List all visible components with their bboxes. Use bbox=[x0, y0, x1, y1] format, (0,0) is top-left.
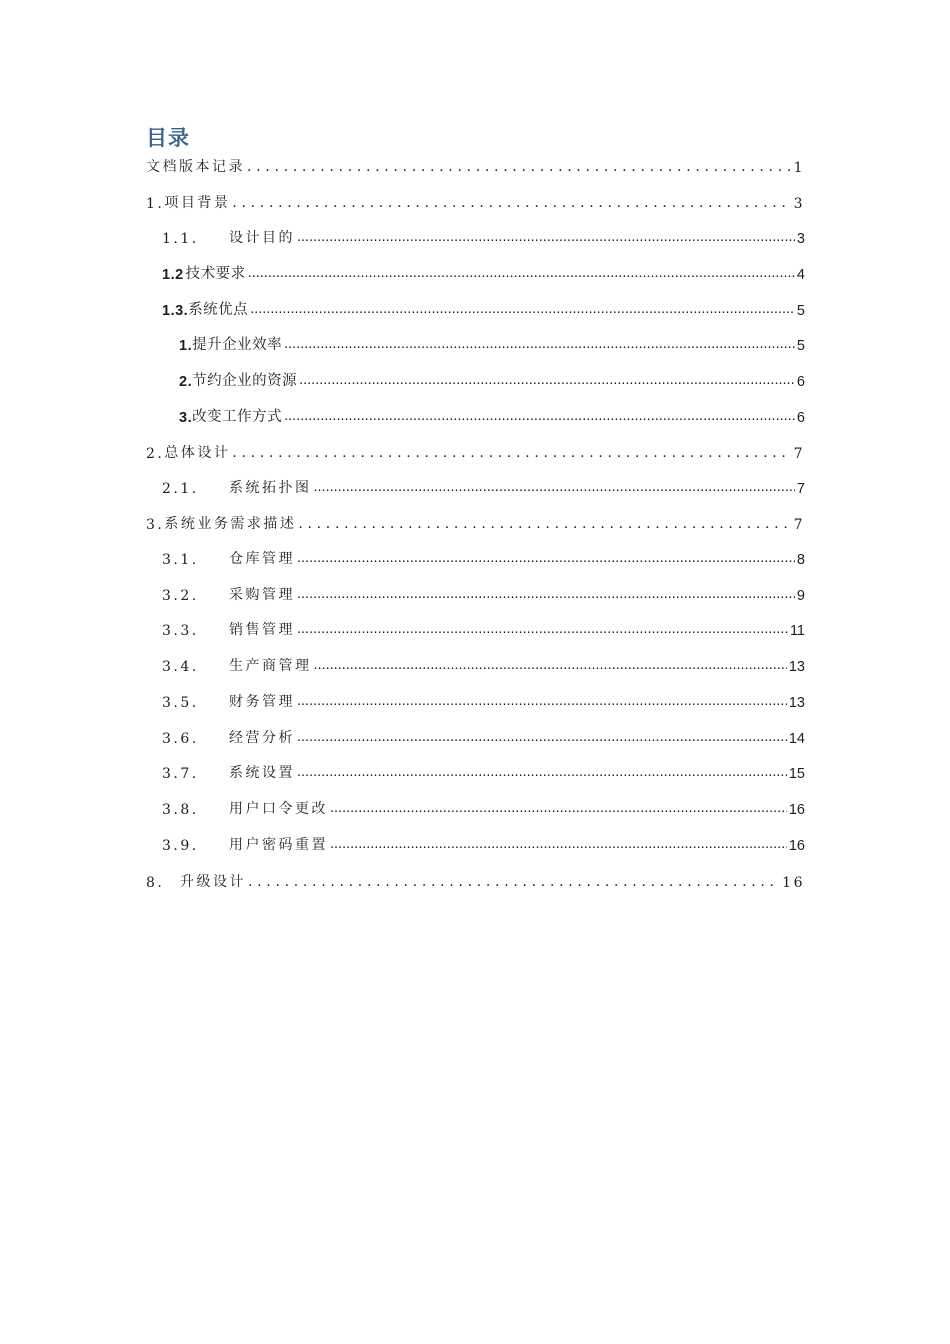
toc-entry-number: 3.5. bbox=[162, 695, 199, 711]
toc-entry-overall-design[interactable] bbox=[146, 440, 805, 462]
toc-entry-number: 2. bbox=[146, 446, 165, 462]
toc-entry-warehouse-management[interactable] bbox=[162, 546, 805, 568]
toc-entry-number: 1.2 bbox=[162, 267, 184, 283]
toc-leader bbox=[297, 693, 787, 711]
toc-entry-number: 3.8. bbox=[162, 802, 199, 818]
toc-entry-design-purpose[interactable] bbox=[162, 225, 805, 247]
toc-page-number: 9 bbox=[796, 588, 805, 604]
toc-entry-number: 2. bbox=[179, 374, 193, 390]
toc-entry-text: 升级设计 bbox=[180, 874, 246, 890]
toc-leader bbox=[232, 195, 791, 213]
toc-entry-text: 总体设计 bbox=[164, 445, 231, 461]
toc-entry-system-advantages[interactable] bbox=[162, 297, 805, 319]
toc-entry-number: 1. bbox=[146, 196, 165, 212]
toc-entry-doc-version-record[interactable] bbox=[146, 154, 805, 176]
toc-page-number: 16 bbox=[788, 802, 805, 818]
toc-entry-number: 3. bbox=[146, 517, 165, 533]
toc-leader bbox=[248, 874, 780, 892]
toc-entry-business-requirements[interactable] bbox=[146, 511, 805, 533]
toc-entry-manufacturer-management[interactable] bbox=[162, 653, 805, 675]
toc-leader bbox=[297, 764, 787, 782]
toc-page-number: 7 bbox=[796, 481, 805, 497]
toc-leader bbox=[298, 516, 791, 534]
toc-leader bbox=[248, 265, 795, 283]
toc-page-number: 3 bbox=[796, 231, 805, 247]
toc-page-number: 4 bbox=[796, 267, 805, 283]
toc-entry-number: 1. bbox=[179, 338, 193, 354]
toc-entry-number: 1.1. bbox=[162, 231, 199, 247]
toc-entry-text: 销售管理 bbox=[229, 622, 295, 638]
toc-page-number: 6 bbox=[796, 374, 805, 390]
toc-page-number: 8 bbox=[796, 552, 805, 568]
toc-leader bbox=[314, 479, 795, 497]
toc-page-number: 15 bbox=[788, 766, 805, 782]
toc-page-number: 16 bbox=[788, 838, 805, 854]
toc-entry-system-settings[interactable] bbox=[162, 760, 805, 782]
toc-leader bbox=[330, 836, 787, 854]
toc-entry-project-background[interactable] bbox=[146, 190, 805, 212]
toc-entry-text: 采购管理 bbox=[229, 587, 295, 603]
toc-title: 目录 bbox=[146, 126, 190, 150]
toc-page-number: 16 bbox=[782, 875, 805, 891]
toc-leader bbox=[297, 621, 788, 639]
toc-entry-sales-management[interactable] bbox=[162, 617, 805, 639]
toc-entry-text: 财务管理 bbox=[229, 694, 295, 710]
toc-entry-text: 项目背景 bbox=[164, 195, 231, 211]
toc-page-number: 13 bbox=[788, 695, 805, 711]
toc-entry-text: 仓库管理 bbox=[229, 551, 295, 567]
toc-entry-number: 8. bbox=[146, 875, 165, 891]
toc-leader bbox=[297, 729, 787, 747]
toc-leader bbox=[297, 229, 795, 247]
toc-page-number: 5 bbox=[796, 338, 805, 354]
toc-entry-finance-management[interactable] bbox=[162, 689, 805, 711]
toc-entry-reset-user-password[interactable] bbox=[162, 832, 805, 854]
toc-entry-text: 技术要求 bbox=[185, 266, 246, 282]
toc-entry-purchase-management[interactable] bbox=[162, 582, 805, 604]
toc-leader bbox=[330, 800, 787, 818]
toc-entry-text: 提升企业效率 bbox=[192, 337, 283, 353]
toc-page-number: 1 bbox=[793, 160, 805, 176]
toc-entry-number: 3.1. bbox=[162, 552, 199, 568]
toc-entry-number: 2.1. bbox=[162, 481, 199, 497]
toc-entry-text: 改变工作方式 bbox=[192, 409, 283, 425]
toc-leader bbox=[314, 657, 787, 675]
toc-entry-text: 系统拓扑图 bbox=[229, 480, 312, 496]
toc-entry-system-topology[interactable] bbox=[162, 475, 805, 497]
toc-entry-text: 系统业务需求描述 bbox=[164, 516, 297, 532]
toc-entry-number: 3.7. bbox=[162, 766, 199, 782]
toc-entry-change-work-style[interactable] bbox=[179, 404, 805, 426]
toc-entry-save-resources[interactable] bbox=[179, 368, 805, 390]
toc-entry-text: 系统设置 bbox=[229, 765, 295, 781]
toc-entry-text: 设计目的 bbox=[229, 230, 295, 246]
toc-entry-text: 系统优点 bbox=[188, 302, 249, 318]
toc-page-number: 13 bbox=[788, 659, 805, 675]
toc-entry-technical-requirements[interactable] bbox=[162, 261, 805, 283]
toc-entry-text: 用户密码重置 bbox=[229, 837, 328, 853]
toc-leader bbox=[297, 550, 795, 568]
toc-page-number: 14 bbox=[788, 731, 805, 747]
toc-entry-number: 3.9. bbox=[162, 838, 199, 854]
toc-entry-text: 生产商管理 bbox=[229, 658, 312, 674]
toc-leader bbox=[250, 301, 795, 319]
toc-entry-change-user-password[interactable] bbox=[162, 796, 805, 818]
toc-entry-number: 3.3. bbox=[162, 623, 199, 639]
toc-entry-number: 3.4. bbox=[162, 659, 199, 675]
toc-entry-text: 文档版本记录 bbox=[146, 159, 245, 175]
toc-leader bbox=[284, 336, 795, 354]
toc-entry-text: 节约企业的资源 bbox=[192, 373, 298, 389]
toc-leader bbox=[284, 408, 795, 426]
toc-entry-number: 3.2. bbox=[162, 588, 199, 604]
toc-page-number: 3 bbox=[793, 196, 805, 212]
toc-entry-number: 1.3. bbox=[162, 303, 189, 319]
toc-entry-number: 3. bbox=[179, 410, 193, 426]
toc-page-number: 6 bbox=[796, 410, 805, 426]
toc-leader bbox=[232, 445, 791, 463]
toc-leader bbox=[297, 586, 795, 604]
toc-leader bbox=[299, 372, 795, 390]
toc-entry-business-analysis[interactable] bbox=[162, 725, 805, 747]
toc-entry-improve-efficiency[interactable] bbox=[179, 332, 805, 354]
toc-entry-text: 经营分析 bbox=[229, 730, 295, 746]
toc-page-number: 5 bbox=[796, 303, 805, 319]
toc-page-number: 7 bbox=[793, 517, 805, 533]
toc-entry-upgrade-design[interactable] bbox=[146, 869, 805, 891]
toc-leader bbox=[247, 159, 792, 177]
toc-page-number: 11 bbox=[789, 623, 805, 639]
toc-entry-number: 3.6. bbox=[162, 731, 199, 747]
toc-page-number: 7 bbox=[793, 446, 805, 462]
toc-entry-text: 用户口令更改 bbox=[229, 801, 328, 817]
